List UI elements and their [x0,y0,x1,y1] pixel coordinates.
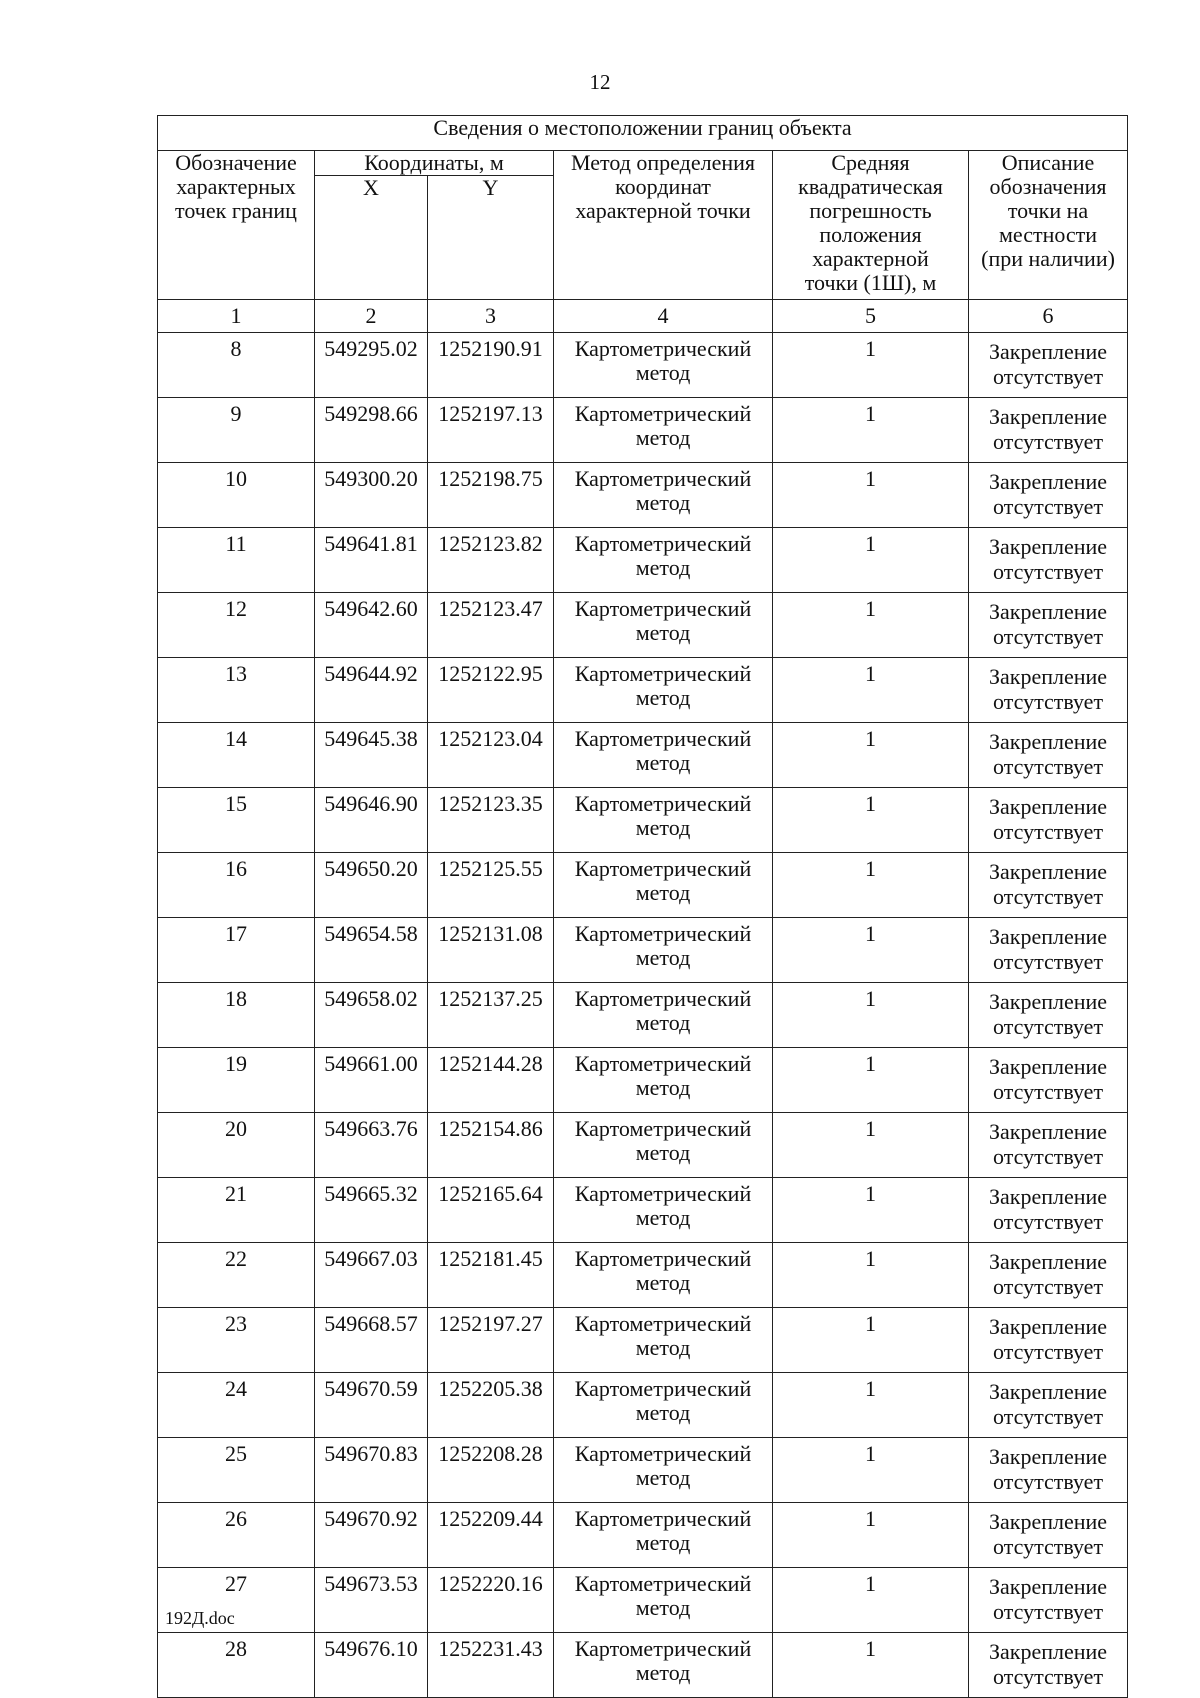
table-row [158,983,1128,1048]
description-cell: Закрепление отсутствует [969,1048,1128,1113]
point-number-cell: 19 [158,1048,315,1113]
description-cell: Закрепление отсутствует [969,723,1128,788]
table-row [158,1633,1128,1698]
method-cell: Картометрический метод [554,398,773,463]
y-coordinate-cell: 1252181.45 [428,1243,554,1308]
point-number-cell: 21 [158,1178,315,1243]
y-coordinate-cell: 1252205.38 [428,1373,554,1438]
header-description: Описание обозначения точки на местности (при наличии) [969,151,1128,300]
x-coordinate-cell: 549668.57 [315,1308,428,1373]
mean-error-cell: 1 [773,658,969,723]
y-coordinate-cell: 1252123.04 [428,723,554,788]
mean-error-cell: 1 [773,1438,969,1503]
method-cell: Картометрический метод [554,1373,773,1438]
method-cell: Картометрический метод [554,723,773,788]
table-title: Сведения о местоположении границ объекта [158,116,1128,151]
x-coordinate-cell: 549667.03 [315,1243,428,1308]
mean-error-cell: 1 [773,528,969,593]
method-cell: Картометрический метод [554,1048,773,1113]
column-number: 3 [428,300,554,333]
point-number-cell: 26 [158,1503,315,1568]
header-coordinates: Координаты, м [315,151,554,176]
table-row [158,1568,1128,1633]
description-cell: Закрепление отсутствует [969,1568,1128,1633]
table-row [158,658,1128,723]
description-cell: Закрепление отсутствует [969,1113,1128,1178]
point-number-cell: 17 [158,918,315,983]
table-row [158,918,1128,983]
boundary-coordinates-table [157,115,1128,1698]
y-coordinate-cell: 1252198.75 [428,463,554,528]
mean-error-cell: 1 [773,463,969,528]
x-coordinate-cell: 549650.20 [315,853,428,918]
table-row [158,1113,1128,1178]
y-coordinate-cell: 1252154.86 [428,1113,554,1178]
y-coordinate-cell: 1252197.27 [428,1308,554,1373]
point-number-cell: 24 [158,1373,315,1438]
x-coordinate-cell: 549670.83 [315,1438,428,1503]
table-row [158,723,1128,788]
header-point-designation: Обозначение характерных точек границ [158,151,315,300]
y-coordinate-cell: 1252231.43 [428,1633,554,1698]
mean-error-cell: 1 [773,723,969,788]
method-cell: Картометрический метод [554,1633,773,1698]
method-cell: Картометрический метод [554,1113,773,1178]
method-cell: Картометрический метод [554,853,773,918]
point-number-cell: 11 [158,528,315,593]
mean-error-cell: 1 [773,593,969,658]
table-row [158,1438,1128,1503]
method-cell: Картометрический метод [554,593,773,658]
method-cell: Картометрический метод [554,333,773,398]
description-cell: Закрепление отсутствует [969,593,1128,658]
x-coordinate-cell: 549644.92 [315,658,428,723]
y-coordinate-cell: 1252197.13 [428,398,554,463]
y-coordinate-cell: 1252125.55 [428,853,554,918]
description-cell: Закрепление отсутствует [969,1178,1128,1243]
method-cell: Картометрический метод [554,658,773,723]
description-cell: Закрепление отсутствует [969,1243,1128,1308]
table-row [158,1243,1128,1308]
table-row [158,528,1128,593]
description-cell: Закрепление отсутствует [969,1503,1128,1568]
x-coordinate-cell: 549654.58 [315,918,428,983]
method-cell: Картометрический метод [554,528,773,593]
y-coordinate-cell: 1252190.91 [428,333,554,398]
method-cell: Картометрический метод [554,1178,773,1243]
method-cell: Картометрический метод [554,1243,773,1308]
mean-error-cell: 1 [773,398,969,463]
method-cell: Картометрический метод [554,1568,773,1633]
description-cell: Закрепление отсутствует [969,1373,1128,1438]
mean-error-cell: 1 [773,1373,969,1438]
method-cell: Картометрический метод [554,1438,773,1503]
description-cell: Закрепление отсутствует [969,333,1128,398]
y-coordinate-cell: 1252220.16 [428,1568,554,1633]
table-row [158,1178,1128,1243]
x-coordinate-cell: 549658.02 [315,983,428,1048]
mean-error-cell: 1 [773,1503,969,1568]
header-mean-error: Средняя квадратическая погрешность положения характерной точки (1Ш), м [773,151,969,300]
point-number-cell: 28 [158,1633,315,1698]
table-body [158,333,1128,1698]
point-number-cell: 13 [158,658,315,723]
point-number-cell: 22 [158,1243,315,1308]
mean-error-cell: 1 [773,333,969,398]
table-row [158,853,1128,918]
x-coordinate-cell: 549665.32 [315,1178,428,1243]
x-coordinate-cell: 549673.53 [315,1568,428,1633]
method-cell: Картометрический метод [554,1503,773,1568]
y-coordinate-cell: 1252122.95 [428,658,554,723]
mean-error-cell: 1 [773,1048,969,1113]
y-coordinate-cell: 1252208.28 [428,1438,554,1503]
x-coordinate-cell: 549641.81 [315,528,428,593]
column-number: 6 [969,300,1128,333]
table-row [158,398,1128,463]
table-row [158,333,1128,398]
x-coordinate-cell: 549642.60 [315,593,428,658]
mean-error-cell: 1 [773,788,969,853]
description-cell: Закрепление отсутствует [969,463,1128,528]
page-number: 12 [589,70,611,94]
point-number-cell: 16 [158,853,315,918]
point-number-cell: 14 [158,723,315,788]
x-coordinate-cell: 549661.00 [315,1048,428,1113]
mean-error-cell: 1 [773,983,969,1048]
table-row [158,1308,1128,1373]
method-cell: Картометрический метод [554,463,773,528]
x-coordinate-cell: 549676.10 [315,1633,428,1698]
point-number-cell: 9 [158,398,315,463]
point-number-cell: 10 [158,463,315,528]
column-number: 2 [315,300,428,333]
column-number: 5 [773,300,969,333]
mean-error-cell: 1 [773,1568,969,1633]
column-number: 4 [554,300,773,333]
mean-error-cell: 1 [773,1243,969,1308]
table-row [158,593,1128,658]
table-row [158,1373,1128,1438]
description-cell: Закрепление отсутствует [969,983,1128,1048]
mean-error-cell: 1 [773,1113,969,1178]
x-coordinate-cell: 549295.02 [315,333,428,398]
column-number: 1 [158,300,315,333]
y-coordinate-cell: 1252123.82 [428,528,554,593]
point-number-cell: 15 [158,788,315,853]
method-cell: Картометрический метод [554,983,773,1048]
description-cell: Закрепление отсутствует [969,398,1128,463]
point-number-cell: 23 [158,1308,315,1373]
footer-filename: 192Д.doc [165,1608,235,1628]
y-coordinate-cell: 1252165.64 [428,1178,554,1243]
method-cell: Картометрический метод [554,918,773,983]
x-coordinate-cell: 549670.59 [315,1373,428,1438]
method-cell: Картометрический метод [554,1308,773,1373]
point-number-cell: 25 [158,1438,315,1503]
header-x: X [315,176,428,300]
description-cell: Закрепление отсутствует [969,1308,1128,1373]
point-number-cell: 12 [158,593,315,658]
description-cell: Закрепление отсутствует [969,528,1128,593]
description-cell: Закрепление отсутствует [969,918,1128,983]
mean-error-cell: 1 [773,1308,969,1373]
y-coordinate-cell: 1252131.08 [428,918,554,983]
y-coordinate-cell: 1252123.47 [428,593,554,658]
x-coordinate-cell: 549645.38 [315,723,428,788]
column-number-row [158,300,1128,333]
mean-error-cell: 1 [773,918,969,983]
point-number-cell: 8 [158,333,315,398]
y-coordinate-cell: 1252123.35 [428,788,554,853]
mean-error-cell: 1 [773,1178,969,1243]
mean-error-cell: 1 [773,1633,969,1698]
description-cell: Закрепление отсутствует [969,1633,1128,1698]
description-cell: Закрепление отсутствует [969,853,1128,918]
x-coordinate-cell: 549670.92 [315,1503,428,1568]
table-row [158,1048,1128,1113]
method-cell: Картометрический метод [554,788,773,853]
y-coordinate-cell: 1252144.28 [428,1048,554,1113]
table-row [158,1503,1128,1568]
x-coordinate-cell: 549300.20 [315,463,428,528]
x-coordinate-cell: 549663.76 [315,1113,428,1178]
table-row [158,463,1128,528]
header-y: Y [428,176,554,300]
x-coordinate-cell: 549646.90 [315,788,428,853]
y-coordinate-cell: 1252209.44 [428,1503,554,1568]
point-number-cell: 20 [158,1113,315,1178]
table-row [158,788,1128,853]
mean-error-cell: 1 [773,853,969,918]
header-method: Метод определения координат характерной точки [554,151,773,300]
description-cell: Закрепление отсутствует [969,788,1128,853]
point-number-cell: 18 [158,983,315,1048]
point-number-cell: 27 [158,1568,315,1633]
description-cell: Закрепление отсутствует [969,658,1128,723]
description-cell: Закрепление отсутствует [969,1438,1128,1503]
y-coordinate-cell: 1252137.25 [428,983,554,1048]
x-coordinate-cell: 549298.66 [315,398,428,463]
